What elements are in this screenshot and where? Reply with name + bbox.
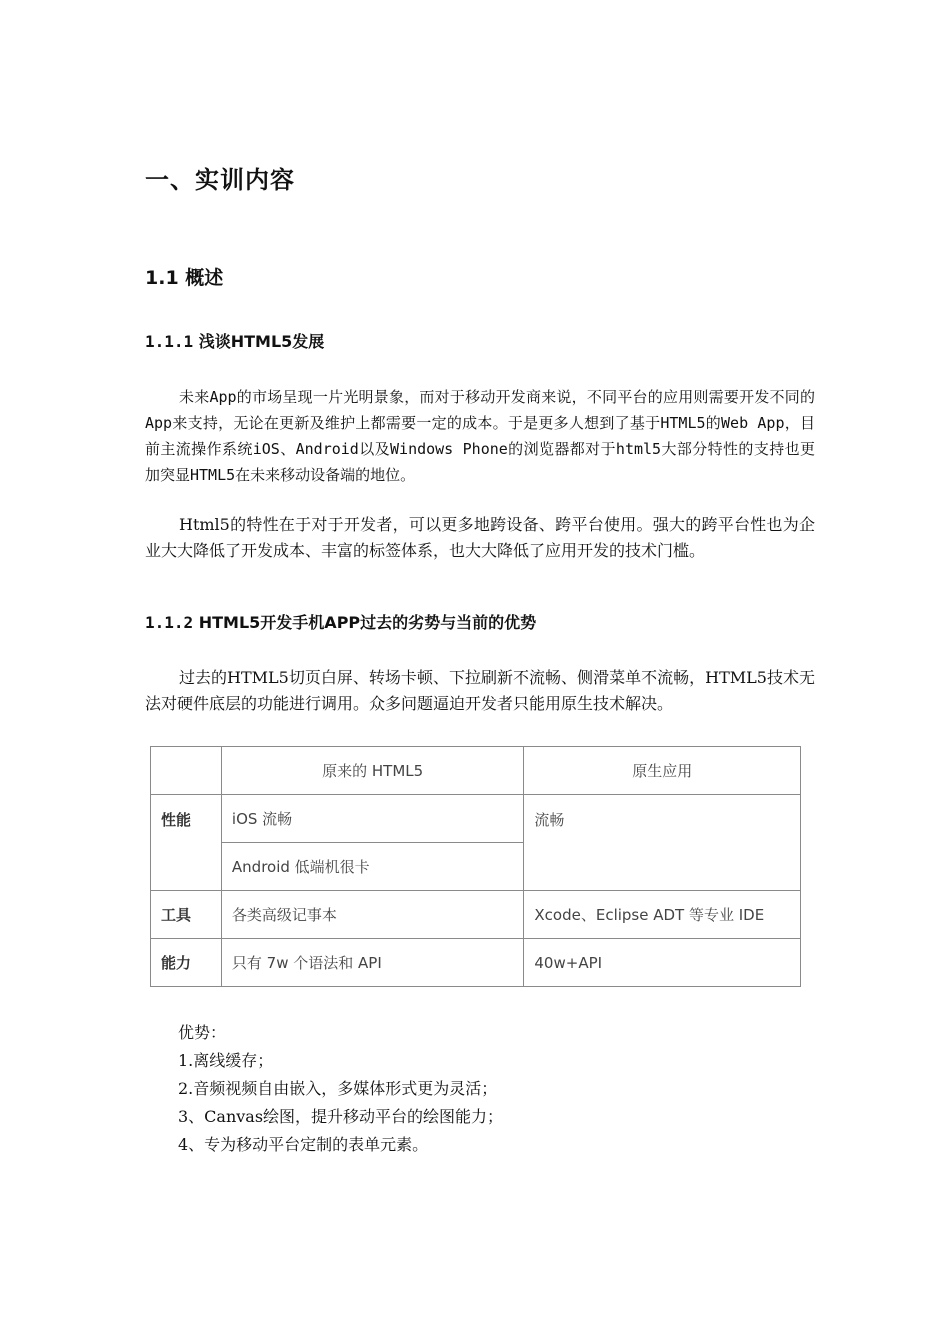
advantages-title: 优势： xyxy=(178,1023,227,1042)
row-label-performance: 性能 xyxy=(151,795,222,891)
cell-ability-html5: 只有 7w 个语法和 API xyxy=(221,939,523,987)
section-2-heading xyxy=(145,610,536,633)
list-item: 3、Canvas绘图，提升移动平台的绘图能力； xyxy=(178,1107,504,1126)
section-1-heading xyxy=(145,329,324,352)
heading-1: 一、实训内容 xyxy=(145,166,295,194)
heading-2: 1.1 概述 xyxy=(145,267,224,289)
cell-performance-native: 流畅 xyxy=(524,795,801,891)
section-2-title: HTML5开发手机APP过去的劣势与当前的优势 xyxy=(198,613,537,632)
table-header-native: 原生应用 xyxy=(524,747,801,795)
row-label-tools: 工具 xyxy=(151,891,222,939)
table-row-performance xyxy=(151,795,801,843)
section-1-number: 1.1.1 xyxy=(145,332,194,351)
list-item: 1.离线缓存； xyxy=(178,1051,274,1070)
cell-tools-native: Xcode、Eclipse ADT 等专业 IDE xyxy=(524,891,801,939)
table-row-tools xyxy=(151,891,801,939)
advantages-list xyxy=(178,1019,503,1159)
section-1-paragraph-2: Html5的特性在于对于开发者，可以更多地跨设备、跨平台使用。强大的跨平台性也为企业大大降低了开发成本、丰富的标签体系，也大大降低了应用开发的技术门槛。 xyxy=(145,515,815,560)
cell-performance-html5-android: Android 低端机很卡 xyxy=(221,843,523,891)
cell-performance-html5-ios: iOS 流畅 xyxy=(221,795,523,843)
row-label-ability: 能力 xyxy=(151,939,222,987)
section-1-paragraph-1: 未来App的市场呈现一片光明景象，而对于移动开发商来说，不同平台的应用则需要开发不同的App来支持，无论在更新及维护上都需要一定的成本。于是更多人想到了基于HTML5的Web App，目前主流操作系统iOS、Android以及Windows Phone的浏览器都对于html5大部分特性的支持也更加突显HTML5在未来移动设备端的地位。 xyxy=(145,388,815,484)
table-header-row xyxy=(151,747,801,795)
table-header-html5: 原来的 HTML5 xyxy=(221,747,523,795)
section-1-title: 浅谈HTML5发展 xyxy=(198,332,325,351)
list-item: 2.音频视频自由嵌入，多媒体形式更为灵活； xyxy=(178,1079,498,1098)
section-2-paragraph: 过去的HTML5切页白屏、转场卡顿、下拉刷新不流畅、侧滑菜单不流畅，HTML5技术无法对硬件底层的功能进行调用。众多问题逼迫开发者只能用原生技术解决。 xyxy=(145,668,815,713)
section-2-number: 1.1.2 xyxy=(145,613,194,632)
comparison-table xyxy=(150,746,801,987)
cell-ability-native: 40w+API xyxy=(524,939,801,987)
list-item: 4、专为移动平台定制的表单元素。 xyxy=(178,1135,429,1154)
cell-tools-html5: 各类高级记事本 xyxy=(221,891,523,939)
table-row-ability xyxy=(151,939,801,987)
table-header-corner xyxy=(151,747,222,795)
